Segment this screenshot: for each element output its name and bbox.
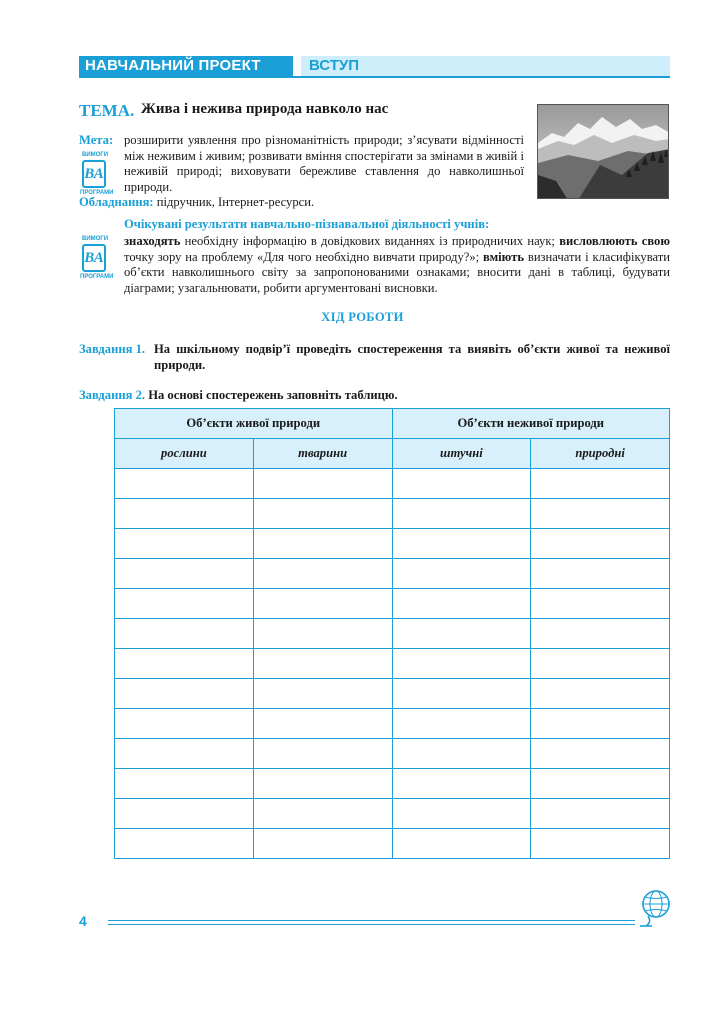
- table-cell[interactable]: [392, 829, 531, 859]
- table-cell[interactable]: [531, 739, 670, 769]
- table-cell[interactable]: [392, 469, 531, 499]
- table-cell[interactable]: [531, 469, 670, 499]
- page-number: 4: [79, 913, 87, 929]
- table-cell[interactable]: [253, 649, 392, 679]
- table-row: [115, 589, 670, 619]
- program-requirements-badge: [80, 236, 114, 282]
- natural-header: природні: [531, 439, 670, 469]
- table-row: [115, 469, 670, 499]
- table-row: [115, 559, 670, 589]
- table-cell[interactable]: [531, 559, 670, 589]
- table-cell[interactable]: [115, 529, 254, 559]
- results-text-1: необхідну інформацію в довідкових виданнях із природничих наук;: [184, 234, 555, 248]
- table-cell[interactable]: [392, 709, 531, 739]
- aim-label: Мета:: [79, 133, 114, 147]
- table-cell[interactable]: [253, 559, 392, 589]
- table-cell[interactable]: [115, 589, 254, 619]
- table-cell[interactable]: [253, 739, 392, 769]
- section-label: НАВЧАЛЬНИЙ ПРОЕКТ: [79, 56, 293, 76]
- table-cell[interactable]: [392, 679, 531, 709]
- table-cell[interactable]: [531, 709, 670, 739]
- table-row: [115, 829, 670, 859]
- table-row: [115, 529, 670, 559]
- table-cell[interactable]: [115, 619, 254, 649]
- task-2: [79, 388, 670, 404]
- table-cell[interactable]: [392, 739, 531, 769]
- table-row: [115, 619, 670, 649]
- table-cell[interactable]: [531, 499, 670, 529]
- artificial-header: штучні: [392, 439, 531, 469]
- badge-top-text: ВИМОГИ: [81, 236, 109, 242]
- table-row: [115, 649, 670, 679]
- table-cell[interactable]: [115, 799, 254, 829]
- table-cell[interactable]: [253, 529, 392, 559]
- results-verb-1: знаходять: [124, 234, 181, 248]
- page-header: [79, 56, 670, 78]
- observation-table: [114, 408, 670, 859]
- table-cell[interactable]: [392, 589, 531, 619]
- table-cell[interactable]: [253, 499, 392, 529]
- table-cell[interactable]: [253, 829, 392, 859]
- equipment-label: Обладнання:: [79, 195, 154, 209]
- table-cell[interactable]: [531, 769, 670, 799]
- table-cell[interactable]: [115, 709, 254, 739]
- table-cell[interactable]: [115, 499, 254, 529]
- badge-mark: ВА: [84, 250, 104, 266]
- table-cell[interactable]: [392, 799, 531, 829]
- living-objects-header: Об’єкти живої природи: [115, 409, 393, 439]
- table-cell[interactable]: [531, 829, 670, 859]
- table-cell[interactable]: [392, 529, 531, 559]
- badge-bottom-text: ПРОГРАМИ: [80, 274, 114, 280]
- table-row: [115, 769, 670, 799]
- animals-header: тварини: [253, 439, 392, 469]
- mountain-photo: [537, 104, 669, 199]
- results-title: Очікувані результати навчально-пізнавальної діяльності учнів:: [124, 217, 490, 231]
- results-text-2: точку зору на проблему «Для чого необхідно вивчати природу?»;: [124, 249, 480, 264]
- table-cell[interactable]: [531, 529, 670, 559]
- table-row: [115, 709, 670, 739]
- table-subheader-row: [115, 439, 670, 469]
- table-cell[interactable]: [115, 559, 254, 589]
- nonliving-objects-header: Об’єкти неживої природи: [392, 409, 670, 439]
- results-text: [124, 234, 670, 296]
- task-2-text: На основі спостережень заповніть таблицю.: [148, 388, 398, 402]
- footer-rule: [108, 924, 635, 925]
- table-cell[interactable]: [115, 469, 254, 499]
- globe-icon: [638, 888, 672, 928]
- header-gap: [293, 56, 301, 76]
- chapter-label: ВСТУП: [301, 56, 670, 76]
- results-verb-3: вміють: [483, 249, 524, 264]
- theme-label: ТЕМА.: [79, 101, 135, 120]
- table-cell[interactable]: [253, 589, 392, 619]
- table-cell[interactable]: [115, 769, 254, 799]
- table-group-header-row: [115, 409, 670, 439]
- task-1-text: На шкільному подвір’ї проведіть спостереження та виявіть об’єкти живої та неживої природи.: [154, 342, 670, 372]
- table-cell[interactable]: [253, 619, 392, 649]
- task-2-label: Завдання 2.: [79, 388, 146, 402]
- table-cell[interactable]: [115, 739, 254, 769]
- badge-box: [82, 244, 106, 272]
- footer-rule: [108, 920, 635, 921]
- badge-top-text: ВИМОГИ: [81, 152, 109, 158]
- table-cell[interactable]: [392, 649, 531, 679]
- table-cell[interactable]: [531, 799, 670, 829]
- table-cell[interactable]: [531, 589, 670, 619]
- table-cell[interactable]: [392, 559, 531, 589]
- table-cell[interactable]: [253, 679, 392, 709]
- table-cell[interactable]: [253, 769, 392, 799]
- theme-title: Жива і нежива природа навколо нас: [141, 101, 389, 117]
- badge-box: [82, 160, 106, 188]
- table-cell[interactable]: [392, 769, 531, 799]
- badge-mark: ВА: [84, 166, 104, 182]
- table-cell[interactable]: [392, 499, 531, 529]
- equipment: [79, 195, 314, 210]
- table-cell[interactable]: [392, 619, 531, 649]
- table-cell[interactable]: [253, 709, 392, 739]
- table-cell[interactable]: [531, 649, 670, 679]
- table-row: [115, 499, 670, 529]
- table-cell[interactable]: [115, 679, 254, 709]
- table-cell[interactable]: [253, 799, 392, 829]
- table-cell[interactable]: [115, 829, 254, 859]
- table-row: [115, 679, 670, 709]
- badge-bottom-text: ПРОГРАМИ: [80, 190, 114, 196]
- plants-header: рослини: [115, 439, 254, 469]
- work-heading: ХІД РОБОТИ: [321, 310, 404, 324]
- task-1-label: Завдання 1.: [79, 342, 146, 356]
- table-cell[interactable]: [115, 649, 254, 679]
- aim-text: розширити уявлення про різноманітність природи; з’ясувати відмінності між неживим і живим; розвивати вміння спостерігати за змінами в живій і неживій природі; виховувати бережливе ставлення до навколишньої природи.: [124, 133, 524, 194]
- equipment-text: підручник, Інтернет-ресурси.: [156, 195, 315, 209]
- header-rule: [79, 76, 670, 78]
- table-cell[interactable]: [531, 619, 670, 649]
- table-cell[interactable]: [531, 679, 670, 709]
- table-cell[interactable]: [253, 469, 392, 499]
- table-body: [115, 469, 670, 859]
- table-row: [115, 799, 670, 829]
- mountain-illustration: [538, 105, 669, 199]
- results-text-3: визначати і класифікувати об’єкти навколишнього світу за запропонованими ознаками; вносити дані в таблиці, будувати діаграми; узагальнювати, робити аргументовані висновки.: [124, 249, 670, 295]
- results-verb-2: висловлюють свою: [559, 234, 670, 248]
- table-row: [115, 739, 670, 769]
- program-requirements-badge: [80, 152, 114, 198]
